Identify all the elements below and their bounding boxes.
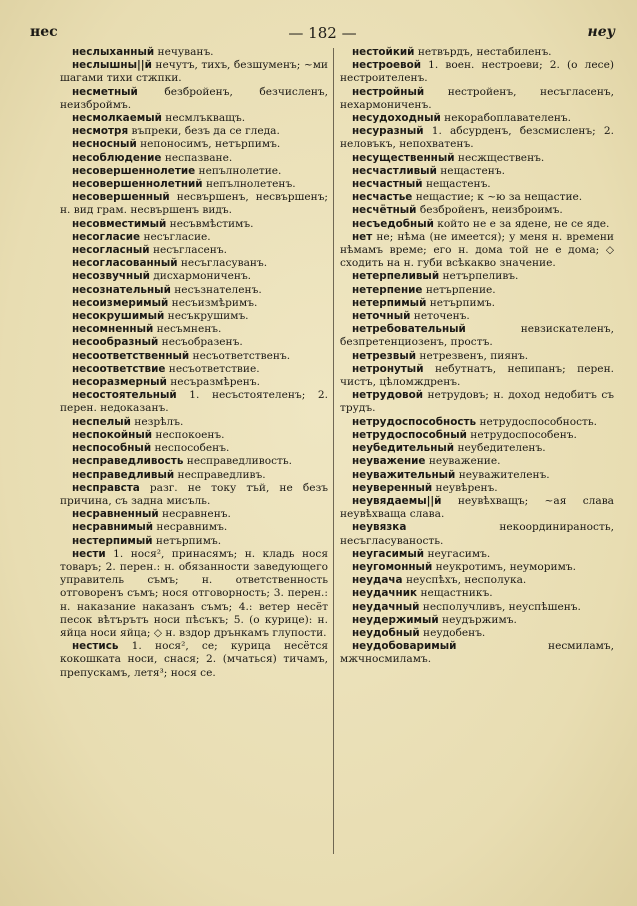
dictionary-entry (340, 231, 614, 271)
entry-headword: несудоходный (352, 112, 441, 125)
entry-headword: неуважение (352, 455, 426, 468)
entry-translation: неуважение. (428, 455, 501, 468)
dictionary-entry (340, 112, 614, 125)
entry-translation: незрѣлъ. (134, 415, 184, 428)
entry-translation: нещастенъ. (440, 164, 505, 177)
entry-translation: 1. нося², принасямъ; н. кладь нося товаръ; 2. перен.: н. обязанности заведующего управитель съмъ; н. ответственность отговоренъ съмъ; нося отговорность; 3. перен.: н. наказание наказанъ съмъ; 4.: ветер несёт песок вѣтърътъ носи пѣсъкъ; 5. (о курице): н. яйца носи яйца; ◇ н. вздор дрънкамъ глупости. (60, 547, 328, 639)
entry-headword: неудачник (352, 587, 418, 600)
dictionary-entry (60, 640, 328, 680)
dictionary-entry (60, 270, 328, 283)
entry-translation: разг. не току тъй, не безъ причина, съ задна мисъль. (60, 481, 328, 507)
dictionary-entry (340, 442, 614, 455)
entry-headword: несчастный (352, 178, 423, 191)
entry-headword: несчастье (352, 191, 413, 204)
dictionary-entry (60, 416, 328, 429)
dictionary-entry (60, 46, 328, 59)
entry-translation: безбройенъ, неизброимъ. (419, 204, 563, 217)
entry-headword: несуразный (352, 125, 424, 138)
entry-translation: несъвмѣстимъ. (169, 217, 254, 230)
dictionary-entry (340, 601, 614, 614)
right-column (340, 46, 614, 886)
dictionary-entry (340, 125, 614, 151)
entry-headword: нет (352, 230, 373, 243)
entry-headword: нестроевой (352, 59, 422, 72)
dictionary-entry (60, 112, 328, 125)
entry-translation: несъгласуванъ. (180, 257, 268, 270)
entry-headword: нести (72, 547, 106, 560)
entry-headword: неслыханный (72, 46, 155, 58)
entry-translation: несъмненъ. (156, 323, 222, 336)
entry-translation: несъобразенъ. (161, 336, 243, 349)
entry-translation: нетвърдъ, нестабиленъ. (417, 46, 552, 58)
entry-headword: несозвучный (72, 270, 150, 283)
dictionary-entry (340, 561, 614, 574)
dictionary-entry (340, 165, 614, 178)
entry-headword: неугасимый (352, 547, 425, 560)
entry-translation: нещастенъ. (425, 178, 491, 191)
entry-headword: несчастливый (352, 164, 437, 177)
entry-headword: несоблюдение (72, 151, 162, 164)
entry-translation: несправедливость. (186, 455, 293, 468)
entry-headword: несовместимый (72, 217, 167, 230)
dictionary-entry (340, 469, 614, 482)
entry-translation: нетърпимъ. (155, 534, 222, 547)
dictionary-entry (60, 521, 328, 534)
entry-translation: несъразмѣренъ. (170, 376, 260, 389)
entry-translation: 1. нося², се; курица несётся кокошката носи, снася; 2. (мчаться) тичамъ, препускамъ, летя³; нося се. (60, 640, 328, 679)
dictionary-entry (340, 218, 614, 231)
entry-translation: безбройенъ, безчисленъ, неизброймъ. (60, 85, 328, 111)
dictionary-entry (60, 178, 328, 191)
entry-headword: несоизмеримый (72, 296, 169, 309)
entry-translation: дисхармониченъ. (153, 270, 252, 283)
entry-translation: неточенъ. (413, 310, 470, 323)
entry-translation: неукротимъ, неуморимъ. (435, 560, 576, 573)
entry-headword: несметный (72, 85, 138, 98)
entry-headword: неспелый (72, 415, 131, 428)
dictionary-entry (60, 323, 328, 336)
dictionary-entry (340, 640, 614, 666)
entry-translation: некоординираность, несъгласуваность. (340, 521, 614, 547)
dictionary-entry (60, 310, 328, 323)
dictionary-entry (340, 310, 614, 323)
entry-headword: нетрудовой (352, 389, 423, 402)
entry-headword: неугомонный (352, 560, 433, 573)
entry-translation: неувѣхващъ; ~ая слава неувѣхваща слава. (340, 494, 614, 521)
entry-translation: несъкрушимъ. (167, 310, 249, 323)
dictionary-entry (60, 191, 328, 217)
entry-headword: неубедительный (352, 442, 455, 455)
dictionary-entry (340, 152, 614, 165)
entry-headword: нестись (72, 640, 119, 653)
entry-translation: въпреки, безъ да се гледа. (131, 125, 280, 138)
entry-translation: 1. несъстоятеленъ; 2. перен. недоказанъ. (60, 389, 328, 415)
entry-translation: нечутъ, тихъ, безшуменъ; ~ми шагами тихи стжпки. (60, 59, 328, 85)
entry-translation: непоносимъ, нетърпимъ. (140, 138, 281, 151)
dictionary-entry (340, 455, 614, 468)
entry-headword: несоответствие (72, 362, 166, 375)
entry-translation: несъответственъ. (192, 349, 291, 362)
entry-headword: неудача (352, 574, 403, 587)
dictionary-entry (340, 548, 614, 561)
entry-headword: несовершеннолетие (72, 164, 196, 177)
entry-translation: неугасимъ. (427, 547, 491, 560)
entry-headword: неувязка (352, 521, 407, 534)
entry-headword: нетерпеливый (352, 270, 440, 283)
entry-headword: несущественный (352, 151, 455, 164)
dictionary-entry (60, 218, 328, 231)
dictionary-entry (60, 508, 328, 521)
entry-translation: 1. абсурденъ, безсмисленъ; 2. неловъкъ, непохватенъ. (340, 125, 614, 151)
entry-translation: нетрудоспособенъ. (470, 428, 577, 441)
entry-headword: неуважительный (352, 468, 456, 481)
entry-translation: несъизмѣримъ. (171, 296, 258, 309)
entry-headword: несовершеннолетний (72, 178, 203, 191)
entry-headword: несмолкаемый (72, 112, 162, 125)
dictionary-entry (340, 429, 614, 442)
entry-translation: неспособенъ. (154, 442, 230, 455)
dictionary-entry (60, 336, 328, 349)
dictionary-entry (60, 257, 328, 270)
dictionary-entry (60, 376, 328, 389)
entry-translation: неувѣренъ. (435, 481, 498, 494)
entry-translation: несъответствие. (168, 362, 260, 375)
dictionary-entry (340, 482, 614, 495)
entry-translation: несправедливъ. (177, 468, 266, 481)
entry-headword: несокрушимый (72, 310, 165, 323)
entry-translation: несмиламъ, мжчносмиламъ. (340, 640, 614, 666)
entry-translation: несъгласенъ. (152, 244, 227, 257)
dictionary-entry (60, 535, 328, 548)
dictionary-entry (60, 284, 328, 297)
dictionary-entry (340, 270, 614, 283)
entry-headword: нетрудоспособность (352, 415, 477, 428)
entry-translation: некорабоплавателенъ. (444, 112, 572, 125)
entry-translation: несвършенъ, несвършенъ; н. вид грам. несвършенъ видъ. (60, 191, 328, 217)
entry-headword: несправедливость (72, 455, 184, 468)
entry-translation: неспокоенъ. (155, 428, 225, 441)
dictionary-entry (60, 363, 328, 376)
entry-translation: нестройенъ, несъгласенъ, нехармониченъ. (340, 85, 614, 111)
entry-headword: несчётный (352, 204, 417, 217)
entry-translation: нещастникъ. (420, 587, 493, 600)
dictionary-entry (60, 244, 328, 257)
entry-translation: неубедителенъ. (457, 442, 546, 455)
entry-headword: несоразмерный (72, 376, 167, 389)
entry-translation: който не е за ядене, не се яде. (437, 217, 610, 230)
dictionary-entry (340, 614, 614, 627)
dictionary-entry (60, 429, 328, 442)
entry-headword: неувядаемы||й (352, 494, 442, 507)
entry-headword: несогласованный (72, 257, 178, 270)
entry-headword: нестойкий (352, 46, 415, 58)
entry-headword: нестерпимый (72, 534, 153, 547)
dictionary-entry (340, 521, 614, 547)
entry-headword: неспокойный (72, 428, 153, 441)
entry-headword: нетерпение (352, 283, 423, 296)
entry-headword: несносный (72, 138, 137, 151)
entry-translation: несъгласие. (143, 230, 211, 243)
entry-translation: несравненъ. (162, 508, 231, 521)
dictionary-entry (60, 86, 328, 112)
entry-translation: не; нѣма (не имеется); у меня н. времени нѣмамъ време; его н. дома той не е дома; ◇ сходить на н. губи всѣкакво значение. (340, 230, 614, 270)
entry-headword: несостоятельный (72, 389, 177, 402)
dictionary-entry (340, 59, 614, 85)
entry-headword: несправста (72, 481, 140, 494)
entry-translation: небутнатъ, непипанъ; перен. чистъ, цѣломждренъ. (340, 362, 614, 389)
dictionary-entry (340, 627, 614, 640)
entry-translation: несмлъкващъ. (165, 112, 246, 125)
entry-translation: несполучливъ, неуспѣшенъ. (422, 600, 581, 613)
dictionary-entry (60, 350, 328, 363)
entry-translation: нетрудоспособность. (479, 415, 598, 428)
dictionary-entry (340, 297, 614, 310)
dictionary-entry (60, 455, 328, 468)
entry-headword: неуверенный (352, 481, 433, 494)
dictionary-entry (340, 46, 614, 59)
dictionary-entry (340, 574, 614, 587)
entry-headword: нестройный (352, 85, 425, 98)
entry-translation: 1. воен. нестроеви; 2. (о лесе) нестроителенъ. (340, 59, 614, 85)
entry-translation: неудържимъ. (442, 613, 517, 626)
dictionary-entry (60, 59, 328, 85)
entry-translation: несравнимъ. (156, 521, 228, 534)
dictionary-entry (340, 178, 614, 191)
dictionary-entry (340, 350, 614, 363)
entry-headword: несправедливый (72, 468, 175, 481)
entry-translation: нетърпение. (425, 283, 496, 296)
dictionary-entry (60, 165, 328, 178)
entry-translation: неуважителенъ. (458, 468, 550, 481)
entry-headword: неудачный (352, 600, 420, 613)
entry-headword: несогласие (72, 230, 141, 243)
dictionary-entry (340, 323, 614, 349)
entry-headword: несравнимый (72, 521, 154, 534)
entry-headword: неудержимый (352, 613, 439, 626)
entry-translation: неуспѣхъ, несполука. (405, 574, 527, 587)
header-last-word: неу (587, 24, 615, 40)
entry-headword: несовершенный (72, 191, 170, 204)
entry-translation: несъзнателенъ. (174, 283, 262, 296)
dictionary-entry (340, 416, 614, 429)
dictionary-entry (340, 363, 614, 389)
dictionary-entry (340, 204, 614, 217)
entry-translation: нетрудовъ; н. доход недобитъ съ трудъ. (340, 389, 614, 415)
dictionary-entry (60, 231, 328, 244)
page-number: — 182 — (288, 24, 357, 42)
left-column (60, 46, 328, 886)
dictionary-entry (60, 442, 328, 455)
page-header (30, 24, 615, 46)
entry-headword: неудобоваримый (352, 640, 457, 653)
dictionary-entry (60, 297, 328, 310)
entry-translation: непълнолетенъ. (205, 178, 296, 191)
entry-headword: несъедобный (352, 217, 434, 230)
entry-headword: нетрезвый (352, 349, 417, 362)
entry-headword: неудобный (352, 626, 420, 639)
dictionary-entry (60, 152, 328, 165)
dictionary-entry (60, 482, 328, 508)
entry-translation: невзискателенъ, безпретенциозенъ, простъ. (340, 323, 614, 349)
dictionary-entry (340, 587, 614, 600)
entry-headword: нетронутый (352, 362, 424, 375)
dictionary-entry (340, 389, 614, 415)
dictionary-entry (60, 469, 328, 482)
dictionary-entry (60, 548, 328, 640)
entry-translation: непълнолетие. (198, 164, 282, 177)
dictionary-entry (60, 125, 328, 138)
entry-headword: несомненный (72, 323, 154, 336)
entry-headword: несознательный (72, 283, 171, 296)
entry-headword: несоответственный (72, 349, 190, 362)
entry-headword: неспособный (72, 442, 152, 455)
dictionary-entry (340, 86, 614, 112)
entry-translation: неудобенъ. (423, 626, 486, 639)
entry-translation: нетърпеливъ. (442, 270, 519, 283)
entry-headword: нетребовательный (352, 323, 466, 336)
entry-translation: нетърпимъ. (429, 296, 495, 309)
dictionary-entry (340, 495, 614, 521)
entry-translation: нечуванъ. (157, 46, 214, 58)
dictionary-entry (60, 389, 328, 415)
entry-headword: несмотря (72, 125, 129, 138)
entry-headword: несогласный (72, 244, 150, 257)
entry-headword: нетерпимый (352, 296, 427, 309)
entry-translation: нещастие; к ~ю за нещастие. (415, 191, 583, 204)
entry-translation: нетрезвенъ, пиянъ. (419, 349, 529, 362)
dictionary-entry (340, 284, 614, 297)
column-divider (333, 48, 334, 854)
dictionary-entry (60, 138, 328, 151)
entry-translation: несжщественъ. (457, 151, 545, 164)
entry-headword: нетрудоспособный (352, 428, 467, 441)
entry-headword: неслышны||й (72, 59, 152, 72)
header-first-word: нес (30, 24, 58, 40)
entry-headword: неточный (352, 310, 411, 323)
dictionary-entry (340, 191, 614, 204)
entry-headword: несравненный (72, 508, 159, 521)
entry-translation: неспазване. (164, 151, 233, 164)
entry-headword: несообразный (72, 336, 159, 349)
